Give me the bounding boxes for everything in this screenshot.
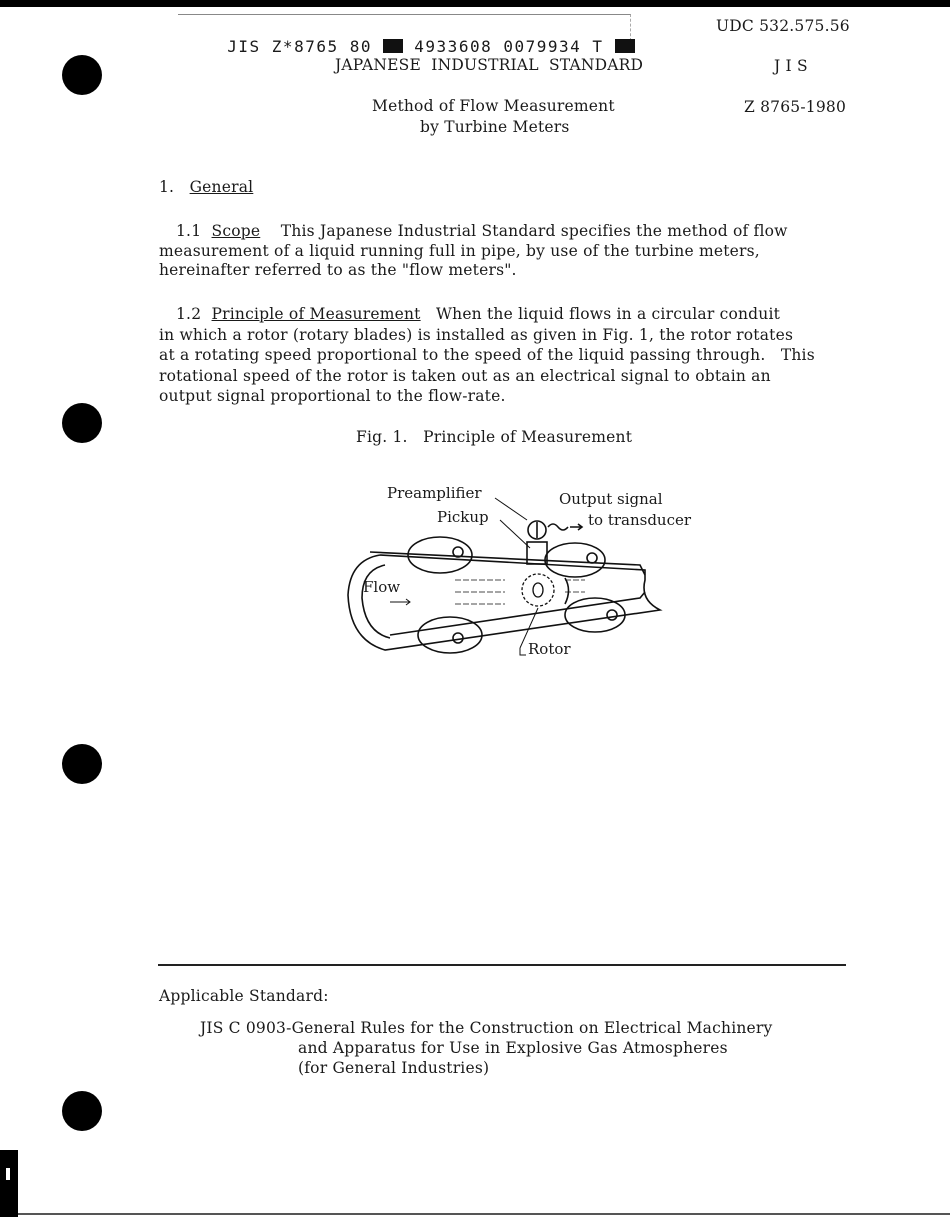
code-part-1: JIS Z*8765 80 (227, 37, 372, 56)
punch-hole (62, 1091, 102, 1131)
punch-hole (62, 744, 102, 784)
scope-line-2: measurement of a liquid running full in pipe, by use of the turbine meters, (159, 242, 760, 260)
flange (565, 598, 625, 632)
org-title: JAPANESE INDUSTRIAL STANDARD (335, 56, 644, 74)
left-scan-mark (6, 1168, 10, 1180)
principle-line-4: rotational speed of the rotor is taken out as an electrical signal to obtain an (159, 367, 771, 385)
left-scan-bar (0, 1150, 18, 1217)
figure-title: Principle of Measurement (423, 428, 633, 446)
label-preamplifier: Preamplifier (387, 484, 482, 502)
reference-line-1 (200, 1019, 772, 1037)
pipe-inner (362, 565, 390, 638)
label-flow: Flow (363, 578, 401, 596)
black-block (383, 39, 403, 53)
top-scan-bar (0, 0, 950, 7)
scope-text: This Japanese Industrial Standard specifies the method of flow (280, 222, 788, 240)
section-title: General (189, 178, 254, 196)
signal-wave (548, 524, 568, 530)
label-pickup: Pickup (437, 508, 489, 526)
code-line (205, 18, 635, 56)
jis-mark: J I S (774, 57, 808, 75)
principle-line-1 (176, 305, 780, 323)
principle-text: When the liquid flows in a circular conduit (436, 305, 781, 323)
reference-line-3: (for General Industries) (298, 1059, 490, 1077)
section-heading (159, 178, 253, 196)
code-part-2: 4933608 0079934 T (414, 37, 604, 56)
reference-line-2: and Apparatus for Use in Explosive Gas Atmospheres (298, 1039, 728, 1057)
principle-line-2: in which a rotor (rotary blades) is installed as given in Fig. 1, the rotor rotates (159, 326, 794, 344)
label-output-signal: Output signal (559, 490, 663, 508)
rotor (522, 574, 554, 606)
figure-number: Fig. 1. (356, 428, 408, 446)
udc-number: UDC 532.575.56 (716, 17, 850, 35)
bottom-scan-line (18, 1213, 950, 1215)
label-rotor: Rotor (528, 640, 571, 658)
scope-number: 1.1 (176, 222, 202, 240)
principle-heading: Principle of Measurement (211, 305, 421, 323)
scope-line-3: hereinafter referred to as the "flow meters". (159, 261, 517, 279)
footer-rule (158, 964, 846, 966)
scope-line-1 (176, 222, 788, 240)
section-number: 1. (159, 178, 175, 196)
doc-title-line-2: by Turbine Meters (420, 118, 570, 136)
reference-title: General Rules for the Construction on Electrical Machinery (291, 1019, 773, 1037)
principle-number: 1.2 (176, 305, 202, 323)
punch-hole (62, 403, 102, 443)
applicable-standard-heading: Applicable Standard: (159, 987, 329, 1005)
doc-title-line-1: Method of Flow Measurement (372, 97, 615, 115)
figure-caption (356, 428, 632, 446)
standard-number: Z 8765-1980 (744, 98, 847, 116)
principle-line-5: output signal proportional to the flow-rate. (159, 387, 506, 405)
flange (418, 617, 482, 653)
punch-hole (62, 55, 102, 95)
principle-line-3: at a rotating speed proportional to the speed of the liquid passing through. This (159, 346, 815, 364)
turbine-meter-diagram (340, 480, 710, 670)
reference-code: JIS C 0903- (200, 1019, 292, 1037)
black-block (615, 39, 635, 53)
scope-heading: Scope (211, 222, 261, 240)
label-to-transducer: to transducer (588, 511, 692, 529)
